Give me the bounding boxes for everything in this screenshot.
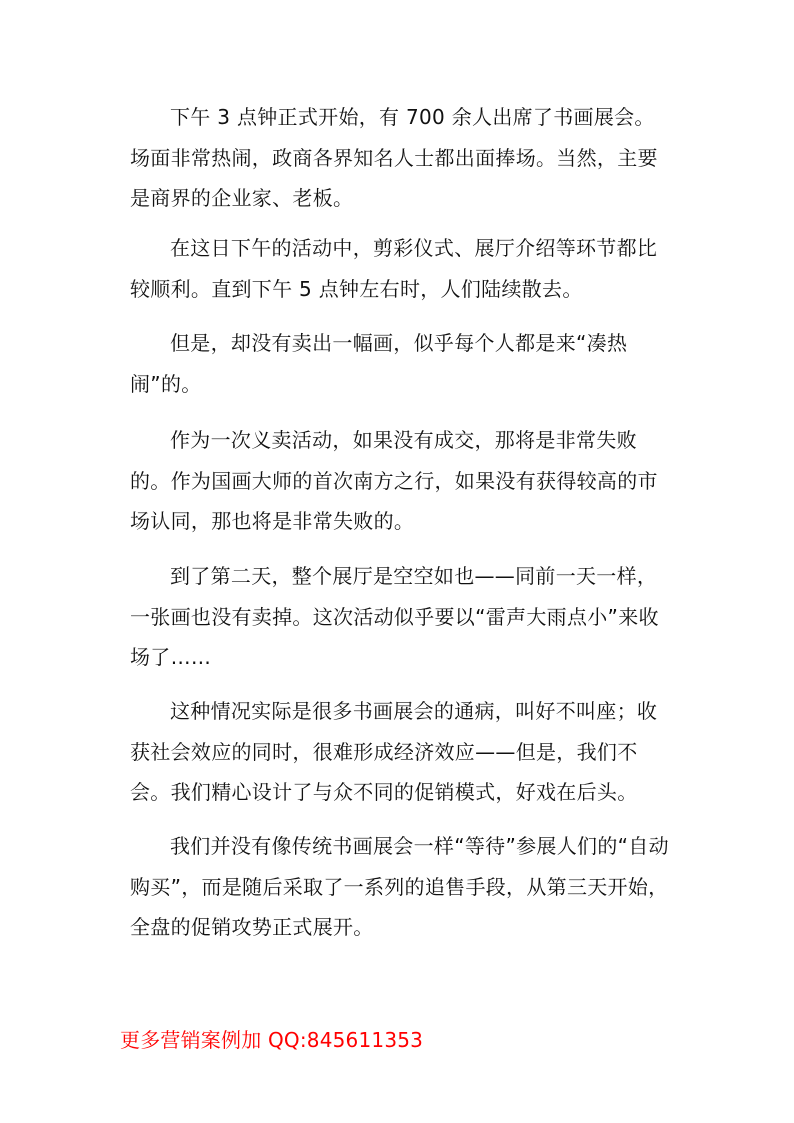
paragraph-4: 作为一次义卖活动，如果没有成交，那将是非常失败的。作为国画大师的首次南方之行，如果没有获得较高的市场认同，那也将是非常失败的。 <box>130 428 658 533</box>
paragraph-2: 在这日下午的活动中，剪彩仪式、展厅介绍等环节都比较顺利。直到下午 5 点钟左右时，人们陆续散去。 <box>130 236 658 301</box>
paragraph-1: 下午 3 点钟正式开始，有 700 余人出席了书画展会。场面非常热闹，政商各界知名人士都出面捧场。当然，主要是商界的企业家、老板。 <box>130 105 658 210</box>
paragraph-5: 到了第二天，整个展厅是空空如也——同前一天一样，一张画也没有卖掉。这次活动似乎要以“雷声大雨点小”来收场了…… <box>130 564 659 669</box>
promo-contact-text: 更多营销案例加 QQ:845611353 <box>120 1028 424 1052</box>
paragraph-7: 我们并没有像传统书画展会一样“等待”参展人们的“自动购买”，而是随后采取了一系列的追售手段，从第三天开始，全盘的促销攻势正式展开。 <box>130 834 669 939</box>
paragraph-6: 这种情况实际是很多书画展会的通病，叫好不叫座；收获社会效应的同时，很难形成经济效应——但是，我们不会。我们精心设计了与众不同的促销模式，好戏在后头。 <box>130 699 658 804</box>
paragraph-3: 但是，却没有卖出一幅画，似乎每个人都是来“凑热闹”的。 <box>130 331 628 396</box>
